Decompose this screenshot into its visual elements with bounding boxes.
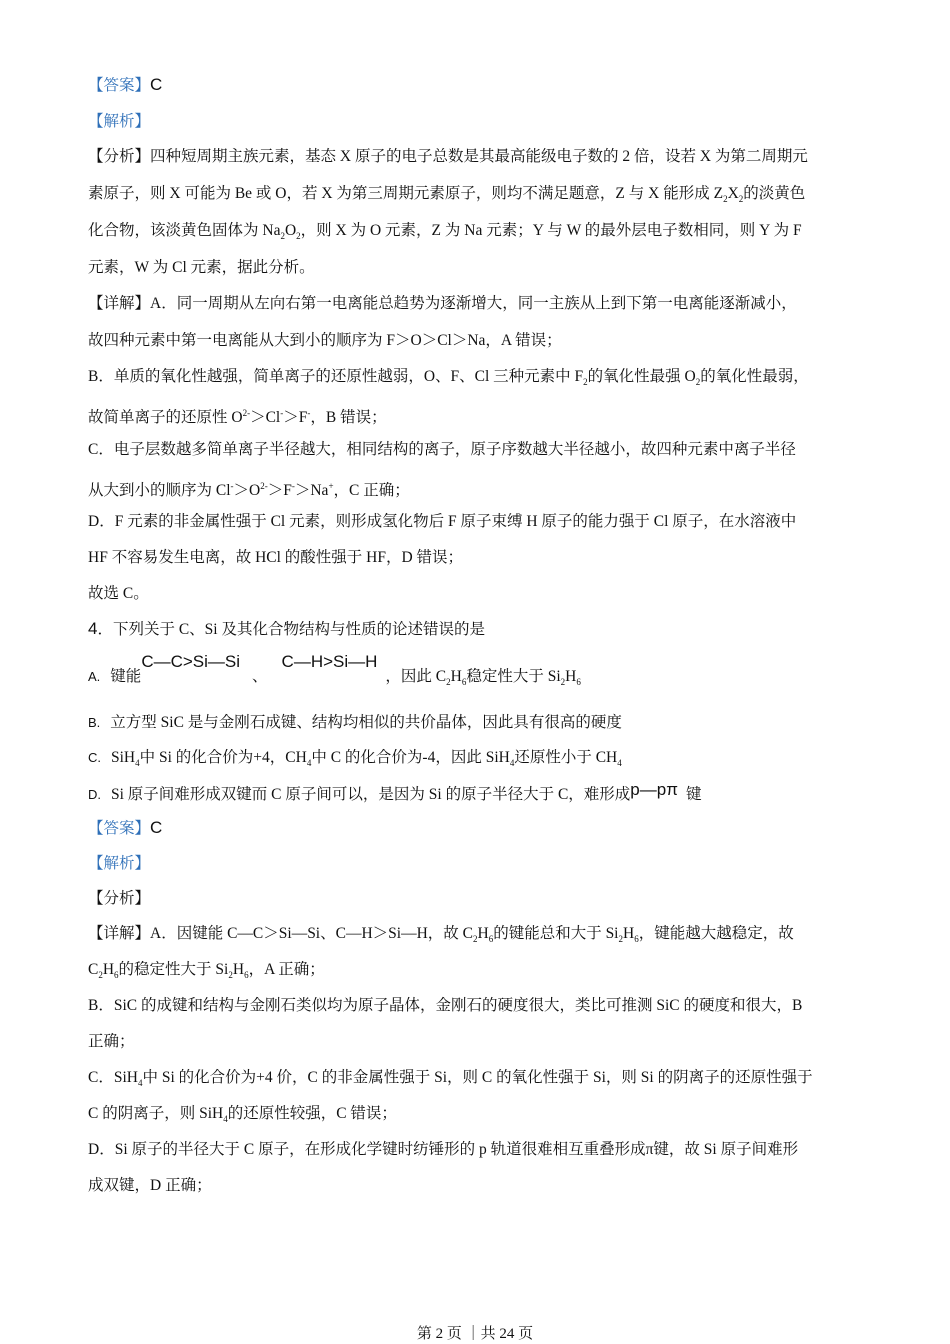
xiangjie-d-line-2 (88, 548, 463, 568)
xiangjie-tag: 【详解】 (88, 925, 151, 942)
question-number: 4 (88, 619, 98, 638)
sub: 2 (296, 231, 301, 242)
answer-line-2 (88, 818, 162, 839)
text: 还原性小于 CH (514, 749, 618, 766)
text: 故四种元素中第一电离能从大到小的顺序为 F＞O＞Cl＞Na，A 错误； (88, 332, 562, 349)
text: C (88, 961, 99, 978)
sub: 2 (280, 231, 285, 242)
sub: 2 (446, 677, 451, 688)
sub: 2 (228, 970, 233, 981)
analysis-tag: 【解析】 (88, 113, 151, 130)
text: D．F 元素的非金属性强于 Cl 元素，则形成氢化物后 F 原子束缚 H 原子的能力强于 Cl 原子，在水溶液中 (88, 513, 797, 530)
text: H (623, 925, 635, 942)
option-c-label: C. (88, 750, 101, 765)
text: 的淡黄色 (743, 185, 806, 202)
text: 中 Si 的化合价为+4 价，C 的非金属性强于 Si，则 C 的氧化性强于 Si，则 Si 的阴离子的还原性强于 (142, 1069, 813, 1086)
sub: 2 (472, 934, 478, 945)
text: C．SiH (88, 1069, 138, 1086)
text: 中 Si 的化合价为+4，CH (139, 749, 307, 766)
fenxi-tag: 【分析】 (88, 148, 151, 165)
text: H (232, 961, 245, 978)
sub: 4 (137, 1078, 143, 1089)
answer-tag: 【答案】 (88, 820, 151, 837)
text: 立方型 SiC 是与金刚石成键、结构均相似的共价晶体，因此具有很高的硬度 (110, 714, 622, 731)
text: ＞Na (294, 482, 329, 500)
text: ＞Cl (250, 409, 281, 427)
fenxi-line-4 (88, 258, 315, 278)
fenxi-text-1: 四种短周期主族元素，基态 X 原子的电子总数是其最高能级电子数的 2 倍，设若 X 为第二周期元 (150, 148, 808, 165)
sub: 4 (509, 758, 515, 769)
answer-tag: 【答案】 (88, 77, 151, 94)
sub: 6 (634, 934, 639, 945)
text: A．同一周期从左向右第一电离能总趋势为逐渐增大，同一主族从上到下第一电离能逐渐减小， (150, 295, 797, 312)
xiangjie2-b-line-2 (88, 1032, 135, 1052)
text: H (102, 961, 115, 978)
text: ，键能越大越稳定，故 (638, 925, 794, 942)
text: 键 (685, 786, 702, 803)
text: X (727, 185, 739, 202)
text: HF 不容易发生电离，故 HCl 的酸性强于 HF，D 错误； (88, 549, 464, 566)
text: O (284, 222, 297, 239)
answer-value: C (150, 818, 163, 837)
option-d-label: D. (88, 787, 101, 802)
sub: 6 (244, 970, 249, 981)
conclusion-line (88, 584, 149, 604)
sub: 2 (738, 194, 744, 205)
text: C．电子层数越多简单离子半径越大，相同结构的离子，原子序数越大半径越小，故四种元素中离子半径 (88, 441, 796, 458)
text: H (450, 668, 462, 685)
sub: 6 (114, 970, 119, 981)
text: 故简单离子的还原性 O (88, 409, 243, 427)
xiangjie-b-line-1 (88, 367, 809, 392)
answer-line (88, 75, 162, 96)
fenxi-tag: 【分析】 (88, 890, 151, 907)
text: H (477, 925, 489, 942)
text: B．SiC 的成键和结构与金刚石类似均为原子晶体，金刚石的硬度很大，类比可推测 SiC 的硬度和很大，B (88, 997, 803, 1014)
text: 的氧化性最强 O (587, 368, 696, 385)
text: ，则 X 为 O 元素，Z 为 Na 元素；Y 与 W 的最外层电子数相同，则 Y 为 F (300, 222, 802, 239)
fenxi-line-2 (88, 184, 805, 209)
sub: 6 (461, 677, 467, 688)
sup: - (230, 481, 234, 491)
formula-cc-sisi: C—C>Si—Si (141, 652, 241, 671)
formula-p-p-pi: p—pπ (630, 780, 678, 799)
text: C 的阴离子，则 SiH (88, 1105, 224, 1122)
text: ，因此 C (385, 668, 447, 685)
text: ，A 正确； (248, 961, 325, 978)
sub: 2 (98, 970, 103, 981)
option-a-label: A. (88, 669, 101, 684)
sup: 2- (260, 481, 268, 491)
text: 的稳定性大于 Si (118, 961, 229, 978)
xiangjie-c-line-2 (88, 476, 410, 501)
text: 的键能总和大于 Si (493, 925, 619, 942)
xiangjie-a-line-2 (88, 331, 562, 351)
sup: 2- (242, 408, 251, 418)
text: SiH (111, 749, 136, 766)
text: 正确； (88, 1033, 135, 1050)
sub: 4 (617, 758, 622, 769)
fenxi-line-1 (88, 147, 808, 167)
text: 中 C 的化合价为-4，因此 SiH (311, 749, 510, 766)
option-b-label: B. (88, 715, 101, 730)
option-b (88, 713, 622, 733)
xiangjie-a-line-1 (88, 294, 797, 314)
xiangjie2-a-line-1 (88, 924, 794, 949)
option-a (88, 652, 581, 692)
text: 元素，W 为 Cl 元素，据此分析。 (88, 259, 315, 276)
text: 稳定性大于 Si (466, 668, 561, 685)
fenxi-line-3 (88, 221, 802, 246)
text: D．Si 原子的半径大于 C 原子，在形成化学键时纺锤形的 p 轨道很难相互重叠形成π键，故 Si 原子间难形 (88, 1141, 799, 1158)
text: 的还原性较强，C 错误； (227, 1105, 397, 1122)
text: H (565, 668, 577, 685)
xiangjie-d-line-1 (88, 512, 796, 532)
analysis-tag-line-2 (88, 854, 150, 874)
text: ＞O (233, 482, 261, 500)
text: 、 (252, 668, 268, 685)
sub: 2 (560, 677, 566, 688)
sup: + (328, 481, 334, 491)
page-footer: 第 2 页 ｜共 24 页 (416, 1326, 534, 1342)
sub: 4 (306, 758, 312, 769)
xiangjie2-b-line-1 (88, 996, 802, 1016)
sup: - (307, 408, 311, 418)
sup: - (280, 408, 284, 418)
xiangjie-c-line-1 (88, 440, 796, 460)
answer-value: C (150, 75, 163, 94)
sub: 4 (135, 758, 140, 769)
sub: 2 (695, 377, 701, 388)
text: Si 原子间难形成双键而 C 原子间可以，是因为 Si 的原子半径大于 C，难形成 (111, 786, 631, 803)
text: 成双键，D 正确； (88, 1177, 212, 1194)
option-c (88, 748, 622, 773)
sub: 6 (488, 934, 494, 945)
text: 键能 (110, 668, 142, 685)
xiangjie2-d-line-1 (88, 1140, 798, 1160)
question-4-stem (88, 619, 485, 640)
analysis-tag: 【解析】 (88, 855, 151, 872)
xiangjie-tag: 【详解】 (88, 295, 151, 312)
text: 故选 C。 (88, 585, 149, 602)
text: ＞F (283, 409, 308, 427)
sub: 2 (583, 377, 588, 388)
sub: 6 (576, 677, 581, 688)
text: B．单质的氧化性越强，简单离子的还原性越弱，O、F、Cl 三种元素中 F (88, 368, 584, 385)
xiangjie2-c-line-2 (88, 1104, 397, 1129)
text: ＞F (267, 482, 292, 500)
text: 从大到小的顺序为 Cl (88, 482, 231, 500)
text: ．下列关于 C、Si 及其化合物结构与性质的论述错误的是 (97, 621, 485, 638)
text: 的氧化性最弱， (700, 368, 809, 385)
text: 化合物，该淡黄色固体为 Na (88, 222, 281, 239)
sup: - (291, 481, 295, 491)
text: ，B 错误； (310, 409, 387, 427)
text: A．因键能 C—C＞Si—Si、C—H＞Si—H，故 C (150, 925, 473, 942)
sub: 2 (723, 194, 728, 205)
sub: 2 (618, 934, 623, 945)
formula-ch-sih: C—H>Si—H (281, 652, 378, 671)
fenxi-line-2-tag (88, 889, 150, 909)
text: 素原子，则 X 可能为 Be 或 O，若 X 为第三周期元素原子，则均不满足题意，Z 与 X 能形成 Z (88, 185, 724, 202)
option-d (88, 780, 702, 805)
analysis-tag-line (88, 112, 150, 132)
text: ，C 正确； (333, 482, 410, 500)
xiangjie2-c-line-1 (88, 1068, 813, 1093)
sub: 4 (223, 1114, 228, 1125)
xiangjie2-a-line-2 (88, 960, 325, 985)
xiangjie-b-line-2 (88, 403, 387, 428)
xiangjie2-d-line-2 (88, 1176, 212, 1196)
